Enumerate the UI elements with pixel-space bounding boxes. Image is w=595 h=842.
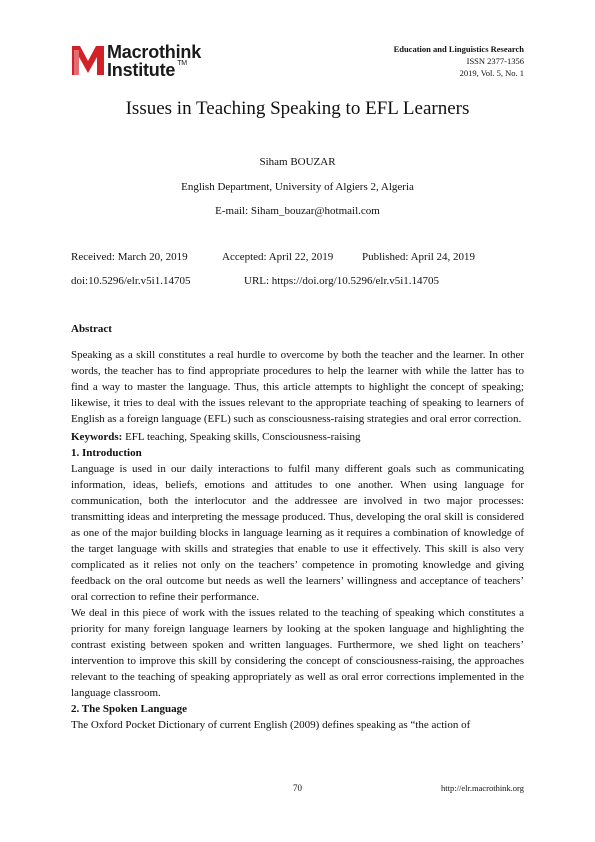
keywords-label: Keywords: xyxy=(71,431,123,443)
journal-url-link[interactable]: http://elr.macrothink.org xyxy=(441,783,524,793)
author-name: Siham BOUZAR xyxy=(259,156,336,168)
spoken-language-heading: 2. The Spoken Language xyxy=(71,703,187,715)
journal-info xyxy=(394,43,524,79)
keywords-line xyxy=(71,429,524,445)
publisher-logo xyxy=(71,42,231,80)
accepted-date: Accepted: April 22, 2019 xyxy=(222,251,334,263)
abstract-text: Speaking as a skill constitutes a real hurdle to overcome by both the teacher and the learner. In other words, the teacher has to find appropriate procedures to help the learner with while the latter has to find a way to master the language. Thus, this article attempts to highlight the concept of speaking; likewise, it tries to deal with the issues relevant to the appropriate teaching of speaking to learners of English as a foreign language (EFL) such as consciousness-raising strategies and oral error correction. xyxy=(71,349,524,425)
spoken-language-paragraph: The Oxford Pocket Dictionary of current English (2009) defines speaking as “the action of xyxy=(71,719,471,731)
logo-line2: Institute ™ xyxy=(107,60,187,80)
trademark: TM xyxy=(177,60,187,67)
journal-issn: ISSN 2377-1356 xyxy=(466,56,524,66)
journal-name: Education and Linguistics Research xyxy=(393,44,524,54)
author-email: E-mail: Siham_bouzar@hotmail.com xyxy=(215,205,380,217)
article-title: Issues in Teaching Speaking to EFL Learners xyxy=(125,98,470,119)
macrothink-logo-icon xyxy=(71,42,105,76)
doi-link[interactable]: doi:10.5296/elr.v5i1.14705 xyxy=(71,275,191,287)
received-date: Received: March 20, 2019 xyxy=(71,251,188,263)
page-number: 70 xyxy=(293,783,302,793)
article-url-link[interactable]: URL: https://doi.org/10.5296/elr.v5i1.14705 xyxy=(244,275,440,287)
author-affiliation: English Department, University of Algiers 2, Algeria xyxy=(181,181,414,193)
keywords-list: EFL teaching, Speaking skills, Consciousness-raising xyxy=(122,431,361,443)
logo-line1: Macrothink xyxy=(107,42,202,62)
abstract-heading: Abstract xyxy=(71,323,112,335)
introduction-paragraph-1: Language is used in our daily interactions to fulfil many different goals such as communicating information, ideas, beliefs, emotions and attitudes to one another. When using language for communication, both the interlocutor and the addressee are involved in two major processes: transmitting ideas and interpreting the message produced. Thus, developing the oral skill is considered as one of the major building blocks in language learning as it requires a combination of knowledge of the target language with skills and strategies that enable to use it effectively. This skill is also very complicated as it relies not only on the teachers’ competence in promoting knowledge and giving feedback on the oral outcome but needs as well the learners’ willingness and acceptance of teachers’ oral correction to refine their performance. xyxy=(71,463,524,603)
article-body xyxy=(71,321,524,733)
journal-volume: 2019, Vol. 5, No. 1 xyxy=(459,68,524,78)
introduction-paragraph-2: We deal in this piece of work with the issues related to the teaching of speaking which constitutes a priority for many foreign language learners by looking at the spoken language and highlighting the contrast existing between spoken and written languages. Furthermore, we shed light on teachers’ intervention to improve this skill by considering the concept of consciousness-raising, the approaches relevant to the teaching of speaking appropriately as well as oral error corrections implemented in the language classroom. xyxy=(71,607,524,699)
published-date: Published: April 24, 2019 xyxy=(362,251,476,263)
introduction-heading: 1. Introduction xyxy=(71,447,142,459)
